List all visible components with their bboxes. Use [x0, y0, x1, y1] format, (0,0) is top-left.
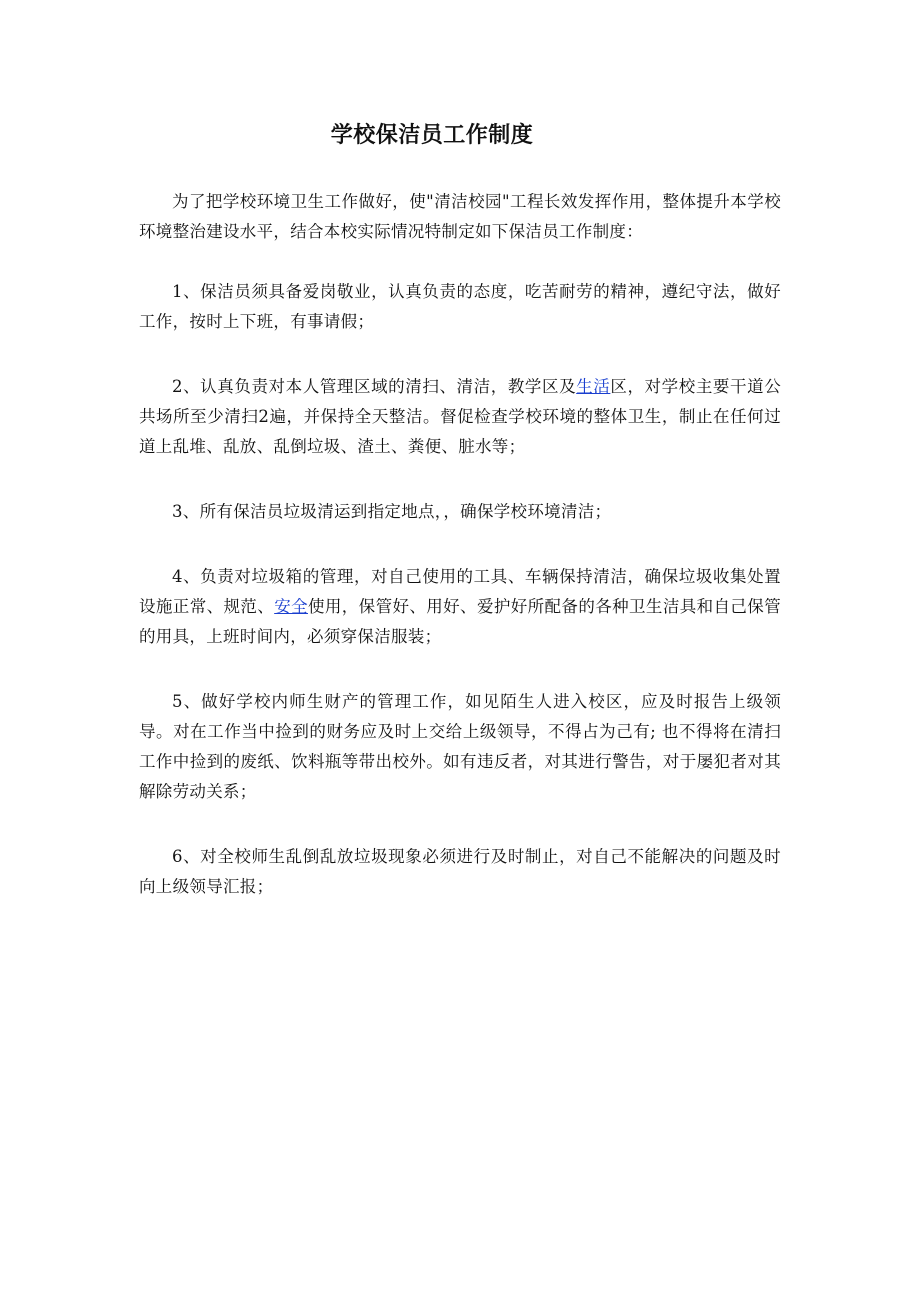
link-anquan[interactable]: 安全: [274, 597, 308, 616]
rule-item-2-text-before: 2、认真负责对本人管理区域的清扫、清洁，教学区及: [172, 377, 577, 396]
document-title: 学校保洁员工作制度: [330, 123, 534, 148]
rule-item-2-text-after: 区，对学校主要干道公共场所至少清扫2遍，并保持全天整洁。督促检查学校环境的整体卫生，制止在任何过道上乱堆、乱放、乱倒垃圾、渣土、粪便、脏水等；: [139, 377, 781, 456]
rule-item-5: 5、做好学校内师生财产的管理工作，如见陌生人进入校区，应及时报告上级领导。对在工作当中捡到的财务应及时上交给上级领导，不得占为己有; 也不得将在清扫工作中捡到的废纸、饮料瓶等带出校外。如有违反者，对其进行警告，对于屡犯者对其解除劳动关系；: [139, 692, 781, 801]
link-shenghuo[interactable]: 生活: [576, 377, 611, 396]
rule-item-4: [139, 562, 781, 652]
intro-paragraph: 为了把学校环境卫生工作做好，使"清洁校园"工程长效发挥作用，整体提升本学校环境整治建设水平，结合本校实际情况特制定如下保洁员工作制度：: [139, 192, 781, 241]
rule-item-1: 1、保洁员须具备爱岗敬业，认真负责的态度，吃苦耐劳的精神，遵纪守法，做好工作，按时上下班，有事请假；: [139, 282, 781, 331]
rule-item-4-text-before: 4、负责对垃圾箱的管理，对自己使用的工具、车辆保持清洁，确保垃圾收集处置设施正常、规范、: [139, 567, 781, 616]
rule-item-3: 3、所有保洁员垃圾清运到指定地点，，确保学校环境清洁；: [172, 502, 612, 521]
rule-item-6: 6、对全校师生乱倒乱放垃圾现象必须进行及时制止，对自己不能解决的问题及时向上级领导汇报；: [139, 847, 781, 896]
rule-item-4-text-after: 使用，保管好、用好、爱护好所配备的各种卫生洁具和自己保管的用具，上班时间内，必须穿保洁服装；: [139, 597, 781, 646]
rule-item-2: [139, 372, 781, 462]
document-body: [139, 187, 781, 937]
